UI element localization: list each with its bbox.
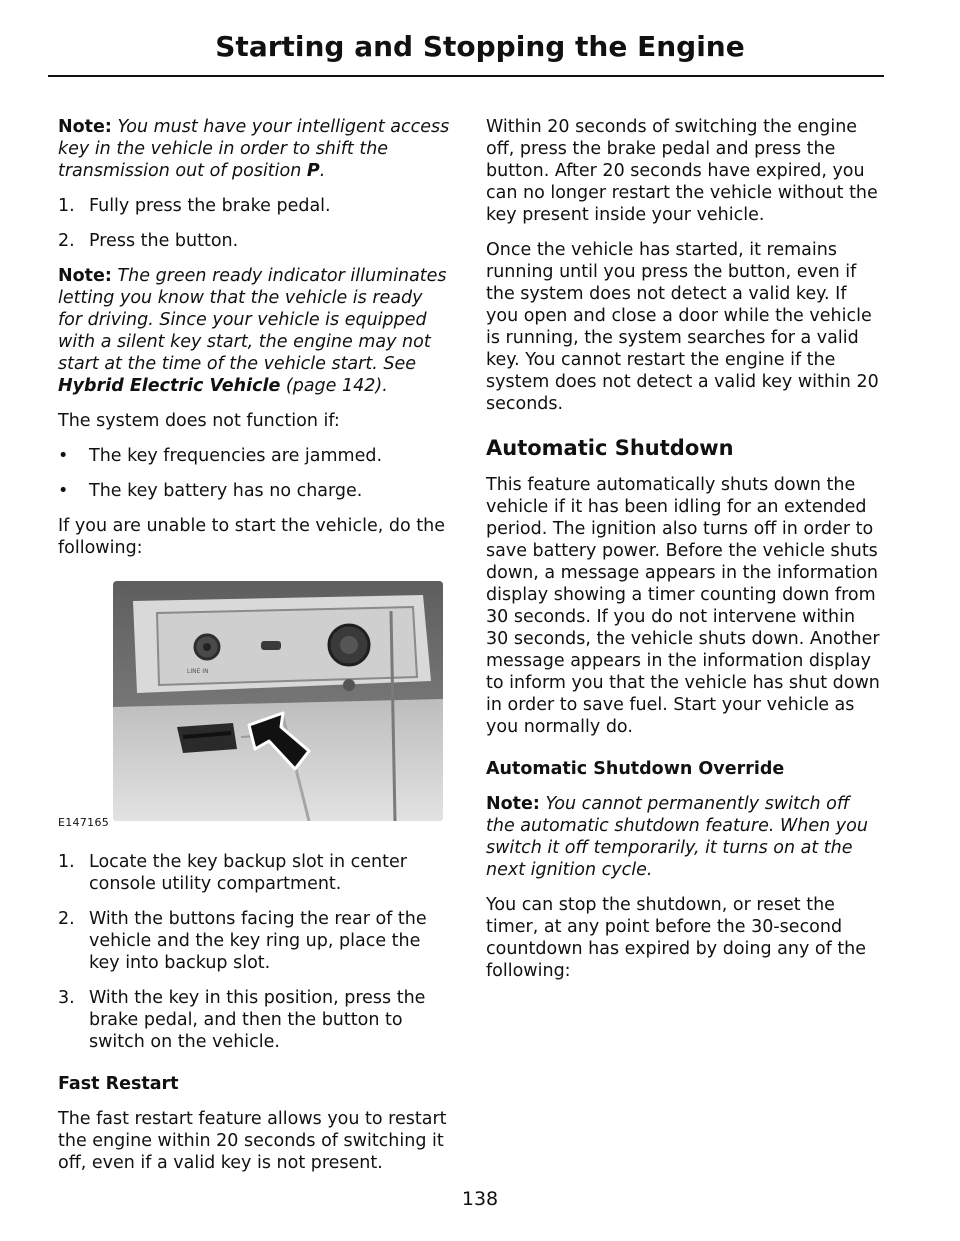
fast-restart-text: The fast restart feature allows you to restart the engine within 20 seconds of switching it off, even if a valid key is not present. [58, 1109, 447, 1173]
automatic-shutdown-heading: Automatic Shutdown [486, 436, 734, 460]
backup-steps-list [58, 851, 450, 1053]
note-label: Note: [58, 266, 112, 286]
list-item: 1. Fully press the brake pedal. [58, 196, 331, 216]
automatic-shutdown-text: This feature automatically shuts down the vehicle if it has been idling for an extended period. The ignition also turns off in order to save battery power. Before the vehicle shuts down, a message appears in the information display showing a timer counting down from 30 seconds. If you do not intervene within 30 seconds, the vehicle shuts down. Another message appears in the information display to inform you that the vehicle has shut down in order to save fuel. Start your vehicle as you normally do. [486, 475, 880, 737]
figure-id: E147165 [58, 816, 110, 829]
not-function-intro: The system does not function if: [58, 411, 340, 431]
list-item: • The key frequencies are jammed. [58, 446, 383, 466]
right-column [486, 116, 882, 982]
line-in-label: LINE IN [187, 668, 209, 675]
running-text: Once the vehicle has started, it remains running until you press the button, even if the system does not detect a valid key. If you open and close a door while the vehicle is running, the system searches for a valid key. You cannot restart the engine if the system does not detect a valid key within 20 seconds. [486, 240, 879, 414]
shutdown-override-heading: Automatic Shutdown Override [486, 759, 785, 779]
unable-intro: If you are unable to start the vehicle, do the following: [58, 516, 445, 558]
console-photo [113, 581, 443, 821]
console-illustration [113, 581, 443, 821]
conditions-list [58, 445, 450, 502]
start-steps-list [58, 195, 450, 252]
stop-shutdown-text: You can stop the shutdown, or reset the timer, at any point before the 30-second countdown has expired by doing any of the following: [486, 895, 867, 981]
list-item: 2. With the buttons facing the rear of the vehicle and the key ring up, place the key into backup slot. [58, 909, 427, 973]
restart-window-text: Within 20 seconds of switching the engine off, press the brake pedal and press the button. After 20 seconds have expired, you can no longer restart the vehicle without the key present inside your vehicle. [486, 117, 878, 225]
note-label: Note: [486, 794, 540, 814]
list-item: • The key battery has no charge. [58, 481, 363, 501]
console-figure [58, 581, 450, 829]
note-label: Note: [58, 117, 112, 137]
page-header-title: Starting and Stopping the Engine [215, 30, 745, 63]
note-ready-indicator [58, 265, 450, 397]
note-text: You cannot permanently switch off the automatic shutdown feature. When you switch it off temporarily, it turns on at the next ignition cycle. [486, 794, 868, 880]
list-item: 1. Locate the key backup slot in center console utility compartment. [58, 852, 407, 894]
left-column [58, 116, 450, 1174]
note-intelligent-key [58, 116, 450, 182]
header-divider [48, 75, 884, 77]
note-text: The green ready indicator illuminates letting you know that the vehicle is ready for driving. Since your vehicle is equipped with a silent key start, the engine may not start at the time of the vehicle start. See Hybrid Electric Vehicle (page 142). [58, 266, 447, 396]
fast-restart-heading: Fast Restart [58, 1074, 179, 1094]
page-number: 138 [461, 1188, 499, 1210]
list-item: 2. Press the button. [58, 231, 239, 251]
list-item: 3. With the key in this position, press the brake pedal, and then the button to switch on the vehicle. [58, 988, 426, 1052]
hybrid-vehicle-link[interactable]: Hybrid Electric Vehicle [58, 376, 281, 396]
note-override [486, 793, 882, 881]
note-text: You must have your intelligent access key in the vehicle in order to shift the transmission out of position P. [58, 117, 450, 181]
